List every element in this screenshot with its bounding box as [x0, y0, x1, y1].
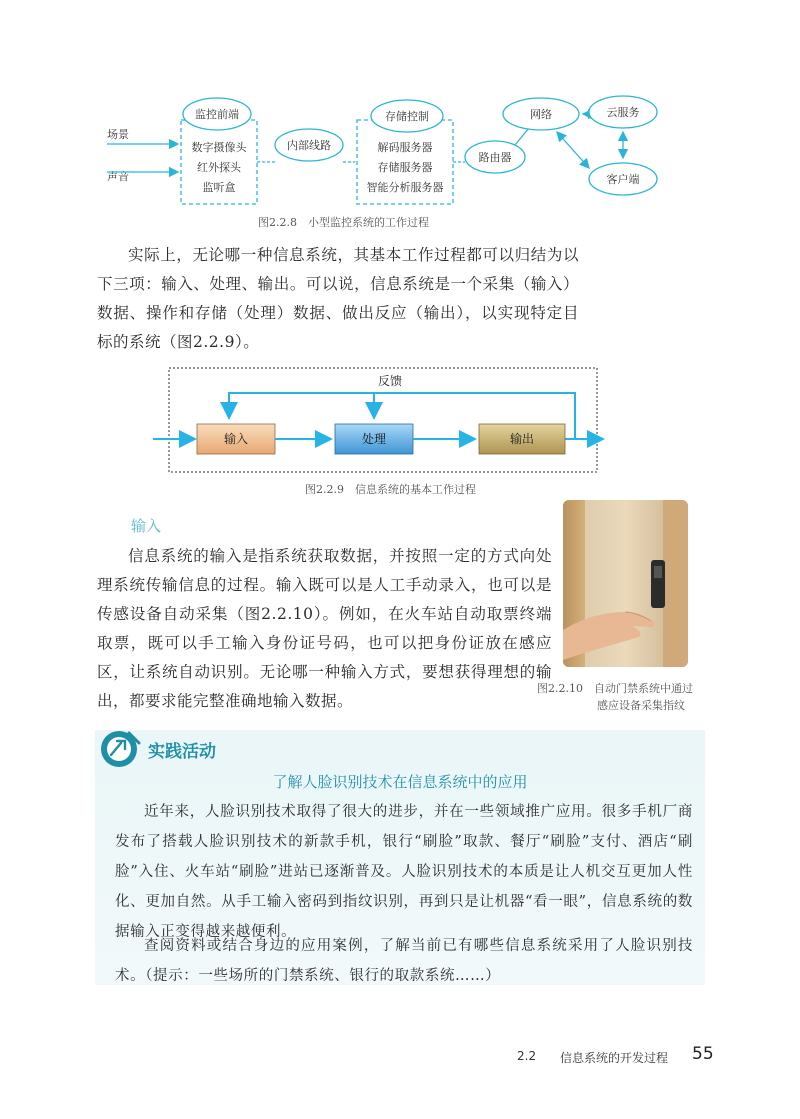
practice-activity-icon [99, 729, 143, 769]
sound-label: 声音 [107, 170, 129, 183]
practice-paragraph-2: 查阅资料或结合身边的应用案例，了解当前已有哪些信息系统采用了人脸识别技术。（提示：一些场所的门禁系统、银行的取款系统……） [115, 938, 693, 984]
figure-2-2-8-caption: 图2.2.8 小型监控系统的工作过程 [258, 216, 429, 229]
fingerprint-reader-photo [563, 500, 688, 667]
figure-2-2-10-caption-line1: 图2.2.10 自动门禁系统中通过 [537, 682, 693, 695]
practice-activity-title: 了解人脸识别技术在信息系统中的应用 [272, 773, 528, 791]
router-network-link [515, 128, 529, 145]
figure-2-2-9-caption: 图2.2.9 信息系统的基本工作过程 [305, 483, 476, 496]
storage-server-label: 存储服务器 [377, 161, 433, 174]
input-label: 输入 [223, 432, 249, 446]
storage-control-label: 存储控制 [385, 110, 429, 123]
analysis-server-label: 智能分析服务器 [366, 181, 444, 194]
client-label: 客户端 [606, 173, 640, 186]
front-end-label: 监控前端 [195, 108, 239, 121]
network-client-arrow [557, 132, 589, 168]
output-label: 输出 [509, 432, 535, 446]
practice-paragraph-1: 近年来，人脸识别技术取得了很大的进步，并在一些领域推广应用。很多手机厂商发布了搭载人脸识别技术的新款手机，银行“刷脸”取款、餐厅“刷脸”支付、酒店“刷脸”入住、火车站“刷脸”进站已逐渐普及。人脸识别技术的本质是让人机交互更加人性化、更加自然。从手工输入密码到指纹识别，再到只是让机器“看一眼”，信息系统的数据输入正变得越来越便利。 [115, 804, 693, 940]
decode-server-label: 解码服务器 [377, 141, 433, 154]
page-number: 55 [692, 1044, 714, 1064]
footer-section-title: 信息系统的开发过程 [560, 1051, 669, 1065]
network-label: 网络 [530, 108, 552, 121]
feedback-label: 反馈 [377, 374, 403, 388]
paragraph-basic-process: 实际上，无论哪一种信息系统，其基本工作过程都可以归结为以下三项：输入、处理、输出。可以说，信息系统是一个采集（输入）数据、操作和存储（处理）数据、做出反应（输出），以实现特定目标的系统（图2.2.9）。 [97, 246, 579, 351]
footer-section-number: 2.2 [517, 1049, 537, 1063]
figure-2-2-10-caption-line2: 感应设备采集指纹 [597, 699, 685, 712]
cloud-label: 云服务 [606, 106, 640, 119]
practice-activity-label: 实践活动 [148, 742, 216, 762]
listener-label: 监听盒 [202, 181, 236, 194]
infrared-label: 红外探头 [197, 161, 241, 174]
paragraph-input: 信息系统的输入是指系统获取数据，并按照一定的方式向处理系统传输信息的过程。输入既可以是人工手动录入，也可以是传感设备自动采集（图2.2.10）。例如，在火车站自动取票终端取票，既可以手工输入身份证号码，也可以把身份证放在感应区，让系统自动识别。无论哪一种输入方式，要想获得理想的输出，都要求能完整准确地输入数据。 [97, 547, 552, 710]
process-label: 处理 [361, 432, 387, 446]
camera-label: 数字摄像头 [191, 141, 247, 154]
internal-line-label: 内部线路 [287, 139, 331, 152]
figure-2-2-8-diagram [95, 88, 705, 213]
scene-label: 场景 [107, 128, 129, 141]
section-heading-input: 输入 [131, 517, 162, 535]
figure-2-2-9-diagram [145, 367, 605, 477]
router-label: 路由器 [478, 151, 512, 164]
